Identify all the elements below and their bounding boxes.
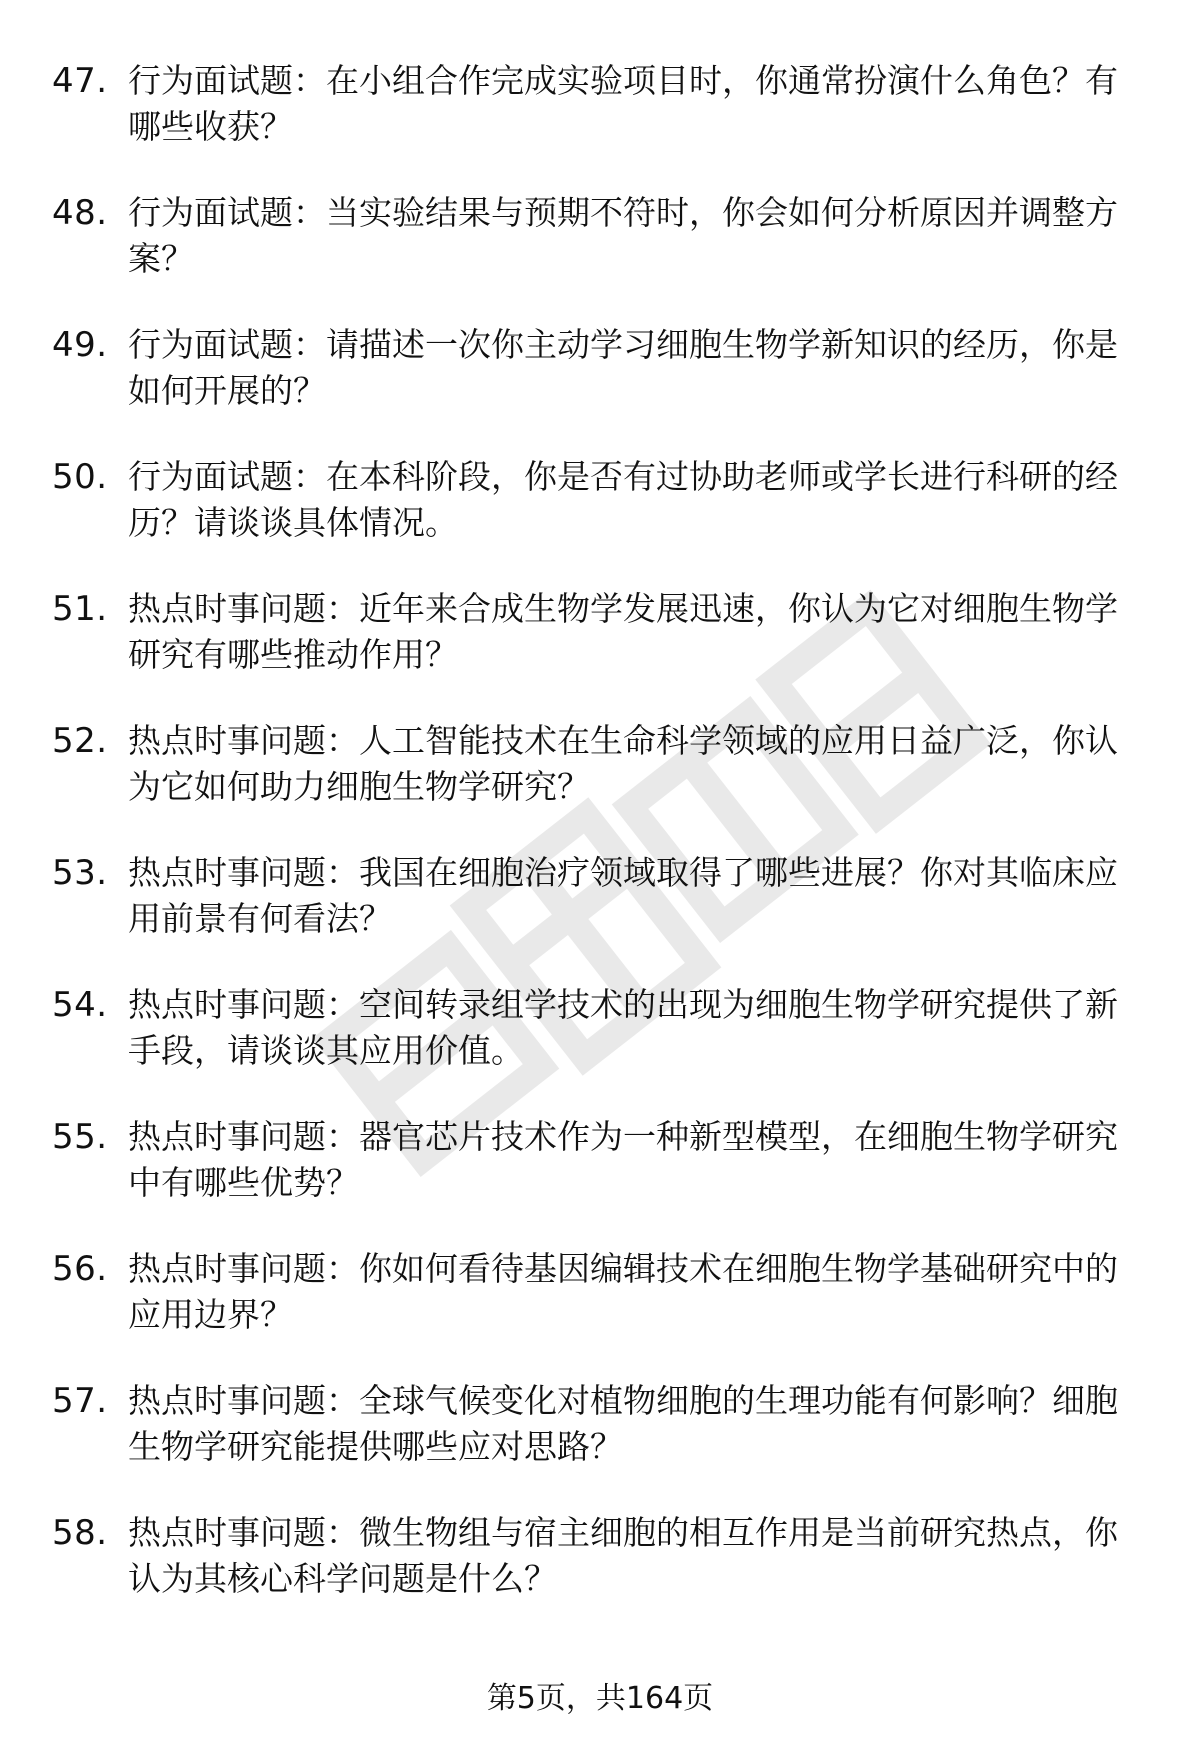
- question-text: 热点时事问题：我国在细胞治疗领域取得了哪些进展？你对其临床应用前景有何看法？: [128, 853, 1118, 938]
- question-number: 58.: [52, 1513, 108, 1553]
- question-text: 热点时事问题：人工智能技术在生命科学领域的应用日益广泛，你认为它如何助力细胞生物学研究？: [128, 721, 1118, 806]
- list-item: [52, 586, 1148, 718]
- list-item: [52, 1114, 1148, 1246]
- question-number: 54.: [52, 985, 108, 1025]
- question-text: 热点时事问题：全球气候变化对植物细胞的生理功能有何影响？细胞生物学研究能提供哪些应对思路？: [128, 1381, 1118, 1466]
- question-text: 热点时事问题：微生物组与宿主细胞的相互作用是当前研究热点，你认为其核心科学问题是什么？: [128, 1513, 1118, 1598]
- list-item: [52, 454, 1148, 586]
- question-number: 53.: [52, 853, 108, 893]
- question-number: 57.: [52, 1381, 108, 1421]
- question-number: 50.: [52, 457, 108, 497]
- question-number: 47.: [52, 61, 108, 101]
- question-number: 55.: [52, 1117, 108, 1157]
- list-item: [52, 58, 1148, 190]
- question-number: 48.: [52, 193, 108, 233]
- list-item: [52, 190, 1148, 322]
- question-text: 行为面试题：请描述一次你主动学习细胞生物学新知识的经历，你是如何开展的？: [128, 325, 1118, 410]
- question-number: 56.: [52, 1249, 108, 1289]
- question-text: 行为面试题：当实验结果与预期不符时，你会如何分析原因并调整方案？: [128, 193, 1118, 278]
- question-number: 49.: [52, 325, 108, 365]
- question-text: 行为面试题：在小组合作完成实验项目时，你通常扮演什么角色？有哪些收获？: [128, 61, 1118, 146]
- question-text: 行为面试题：在本科阶段，你是否有过协助老师或学长进行科研的经历？请谈谈具体情况。: [128, 457, 1118, 542]
- question-number: 52.: [52, 721, 108, 761]
- question-text: 热点时事问题：近年来合成生物学发展迅速，你认为它对细胞生物学研究有哪些推动作用？: [128, 589, 1118, 674]
- list-item: [52, 850, 1148, 982]
- list-item: [52, 1510, 1148, 1642]
- question-list: [52, 58, 1148, 1642]
- page-footer: 第5页，共164页: [486, 1681, 714, 1716]
- question-text: 热点时事问题：你如何看待基因编辑技术在细胞生物学基础研究中的应用边界？: [128, 1249, 1118, 1334]
- list-item: [52, 718, 1148, 850]
- list-item: [52, 1378, 1148, 1510]
- list-item: [52, 1246, 1148, 1378]
- list-item: [52, 982, 1148, 1114]
- list-item: [52, 322, 1148, 454]
- question-text: 热点时事问题：空间转录组学技术的出现为细胞生物学研究提供了新手段，请谈谈其应用价值。: [128, 985, 1118, 1070]
- question-number: 51.: [52, 589, 108, 629]
- question-text: 热点时事问题：器官芯片技术作为一种新型模型，在细胞生物学研究中有哪些优势？: [128, 1117, 1118, 1202]
